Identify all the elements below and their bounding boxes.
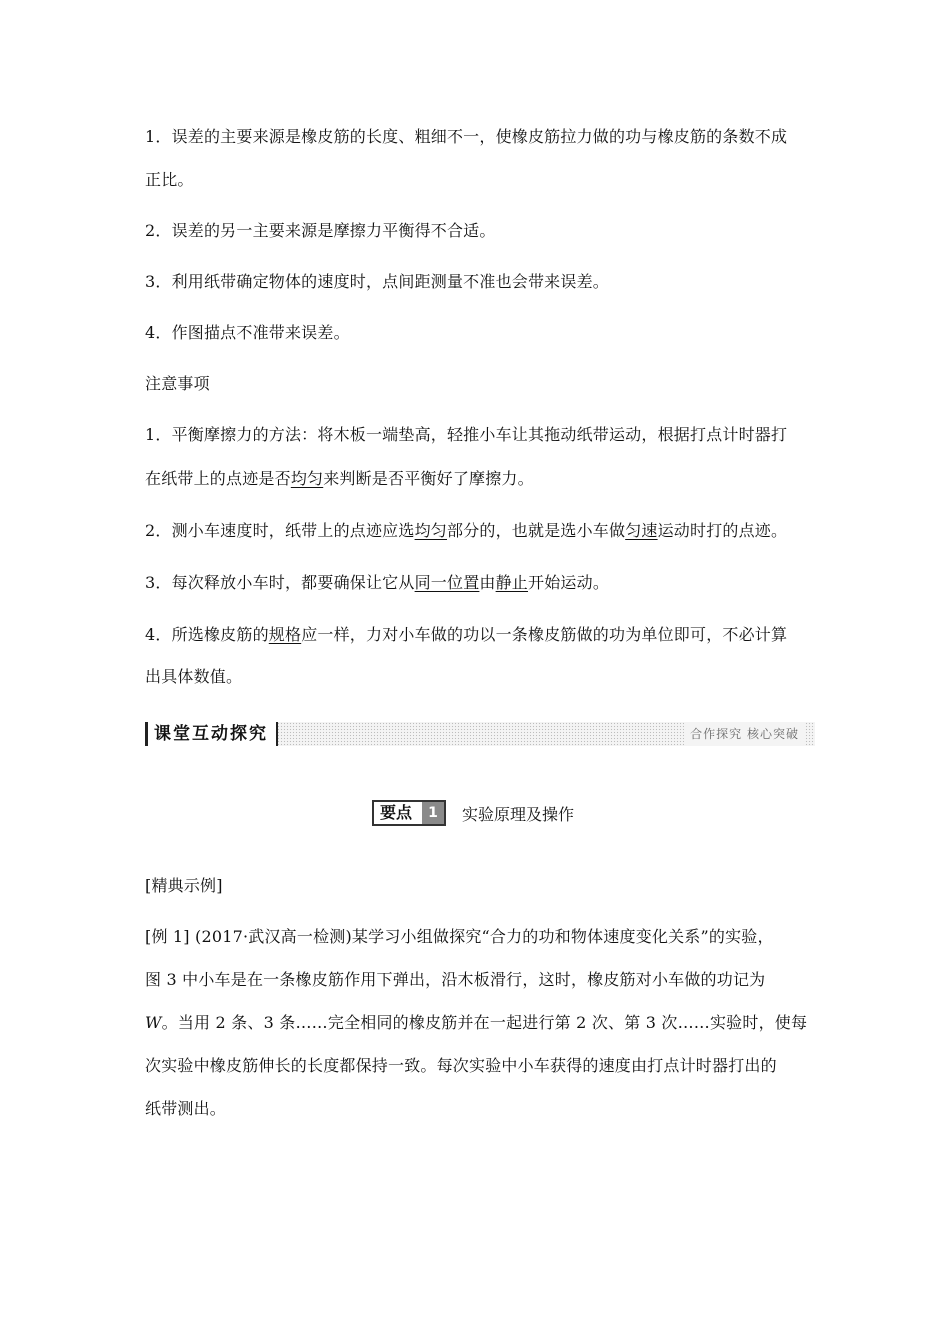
note-item-1: 1．平衡摩擦力的方法：将木板一端垫高，轻推小车让其拖动纸带运动，根据打点计时器打 xyxy=(145,425,788,444)
text: 开始运动。 xyxy=(528,573,610,592)
key-point-label: 要点 xyxy=(380,803,413,822)
text: 应一样，力对小车做的功以一条橡皮筋做的功为单位即可，不必计算 xyxy=(301,625,788,644)
key-point-number: 1 xyxy=(422,802,444,824)
key-point-badge xyxy=(372,800,446,826)
text: 在纸带上的点迹是否 xyxy=(145,469,291,488)
example-line-5: 纸带测出。 xyxy=(145,1099,227,1118)
error-item-2: 2．误差的另一主要来源是摩擦力平衡得不合适。 xyxy=(145,221,496,240)
underlined-answer: 匀速 xyxy=(625,521,658,540)
text: 2．测小车速度时，纸带上的点迹应选 xyxy=(145,521,415,540)
error-item-4: 4．作图描点不准带来误差。 xyxy=(145,323,350,342)
error-item-1-cont: 正比。 xyxy=(145,170,194,189)
note-item-1-cont xyxy=(145,455,815,502)
example-line-1: [例 1] (2017·武汉高一检测)某学习小组做探究“合力的功和物体速度变化关系”的实验， xyxy=(145,927,774,946)
text: 由 xyxy=(479,573,496,592)
text: 4．所选橡皮筋的 xyxy=(145,625,269,644)
underlined-answer: 规格 xyxy=(268,625,302,644)
example-line-4: 次实验中橡皮筋伸长的长度都保持一致。每次实验中小车获得的速度由打点计时器打出的 xyxy=(145,1056,777,1075)
notes-heading: 注意事项 xyxy=(145,374,210,393)
section-banner xyxy=(145,722,815,746)
note-item-2 xyxy=(145,507,815,554)
example-line-3 xyxy=(145,999,815,1046)
banner-subtitle: 合作探究 核心突破 xyxy=(684,722,805,746)
text: 运动时打的点迹。 xyxy=(657,521,788,540)
text: 。当用 2 条、3 条……完全相同的橡皮筋并在一起进行第 2 次、第 3 次……实验时，使每 xyxy=(161,1013,808,1032)
key-point-title: 实验原理及操作 xyxy=(462,805,575,824)
underlined-answer: 静止 xyxy=(495,573,529,592)
example-heading: [精典示例] xyxy=(145,876,223,895)
text: 来判断是否平衡好了摩擦力。 xyxy=(323,469,534,488)
example-line-2: 图 3 中小车是在一条橡皮筋作用下弹出，沿木板滑行，这时，橡皮筋对小车做的功记为 xyxy=(145,970,766,989)
error-item-1: 1．误差的主要来源是橡皮筋的长度、粗细不一，使橡皮筋拉力做的功与橡皮筋的条数不成 xyxy=(145,127,788,146)
note-item-4-cont: 出具体数值。 xyxy=(145,667,243,686)
underlined-answer: 均匀 xyxy=(290,469,324,488)
error-item-3: 3．利用纸带确定物体的速度时，点间距测量不准也会带来误差。 xyxy=(145,272,609,291)
text: 部分的，也就是选小车做 xyxy=(447,521,626,540)
underlined-answer: 同一位置 xyxy=(414,573,480,592)
text: 3．每次释放小车时，都要确保让它从 xyxy=(145,573,415,592)
underlined-answer: 均匀 xyxy=(414,521,447,540)
note-item-3 xyxy=(145,559,815,606)
banner-title: 课堂互动探究 xyxy=(145,722,278,746)
note-item-4 xyxy=(145,611,815,658)
variable-w: W xyxy=(145,1013,162,1032)
